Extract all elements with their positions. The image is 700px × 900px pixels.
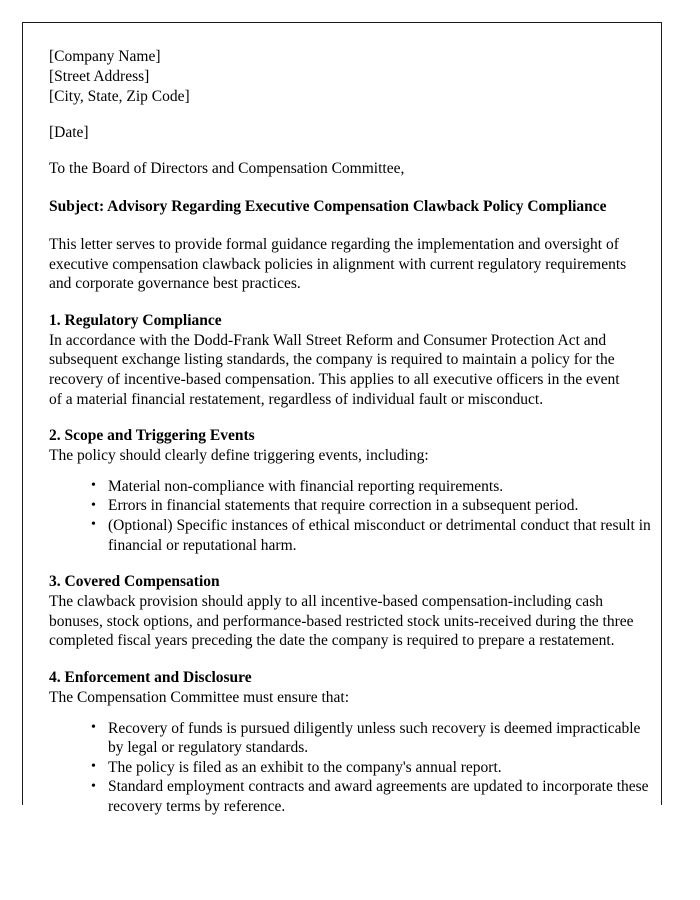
salutation: To the Board of Directors and Compensation Committee, (49, 160, 405, 177)
document-content (49, 47, 651, 816)
section-heading: 4. Enforcement and Disclosure (49, 668, 252, 686)
intro-paragraph: This letter serves to provide formal guidance regarding the implementation and oversight of executive compensation clawback policies in alignment with current regulatory requirements and corporate governance best practices. (49, 236, 627, 293)
list-item: • Recovery of funds is pursued diligently unless such recovery is deemed impracticable by legal or regulatory standards. (91, 719, 656, 758)
section-regulatory-compliance (49, 311, 637, 409)
section-scope-and-triggering-events (49, 426, 651, 555)
list-item: • Material non-compliance with financial reporting requirements. (91, 477, 656, 497)
spacer-after-subject (49, 217, 637, 235)
section-body: The Compensation Committee must ensure that: (49, 688, 350, 706)
list-item: • (Optional) Specific instances of ethical misconduct or detrimental conduct that result in financial or reputational harm. (91, 516, 656, 555)
section-body: The clawback provision should apply to all incentive-based compensation-including cash bonuses, stock options, and performance-based restricted stock units-received during the three completed fiscal years preceding the date the company is required to prepare a restatement. (49, 593, 634, 650)
bullet-list (49, 477, 651, 555)
section-heading: 2. Scope and Triggering Events (49, 427, 255, 445)
list-item: • Errors in financial statements that require correction in a subsequent period. (91, 496, 656, 516)
letterhead-company: [Company Name] (49, 48, 161, 65)
list-item: • Standard employment contracts and award agreements are updated to incorporate these recovery terms by reference. (91, 777, 656, 816)
section-body: In accordance with the Dodd-Frank Wall Street Reform and Consumer Protection Act and subsequent exchange listing standards, the company is required to maintain a policy for the recovery of incentive-based compensation. This applies to all executive officers in the event of a material financial restatement, regardless of individual fault or misconduct. (49, 331, 620, 408)
document-page (22, 22, 662, 815)
section-enforcement-and-disclosure (49, 668, 649, 817)
section-body: The policy should clearly define triggering events, including: (49, 447, 429, 465)
date-line: [Date] (49, 124, 89, 141)
spacer-after-salutation (49, 179, 637, 197)
section-heading: 3. Covered Compensation (49, 573, 220, 591)
subject-line: Subject: Advisory Regarding Executive Compensation Clawback Policy Compliance (49, 198, 607, 215)
section-heading: 1. Regulatory Compliance (49, 311, 222, 329)
spacer-after-letterhead (49, 107, 637, 123)
bullet-list (49, 719, 649, 817)
letterhead-street: [Street Address] (49, 68, 150, 85)
spacer-after-date (49, 143, 637, 159)
section-covered-compensation (49, 572, 637, 651)
letterhead-block (49, 47, 637, 107)
letterhead-city-state-zip: [City, State, Zip Code] (49, 88, 190, 105)
list-item: • The policy is filed as an exhibit to the company's annual report. (91, 758, 656, 778)
